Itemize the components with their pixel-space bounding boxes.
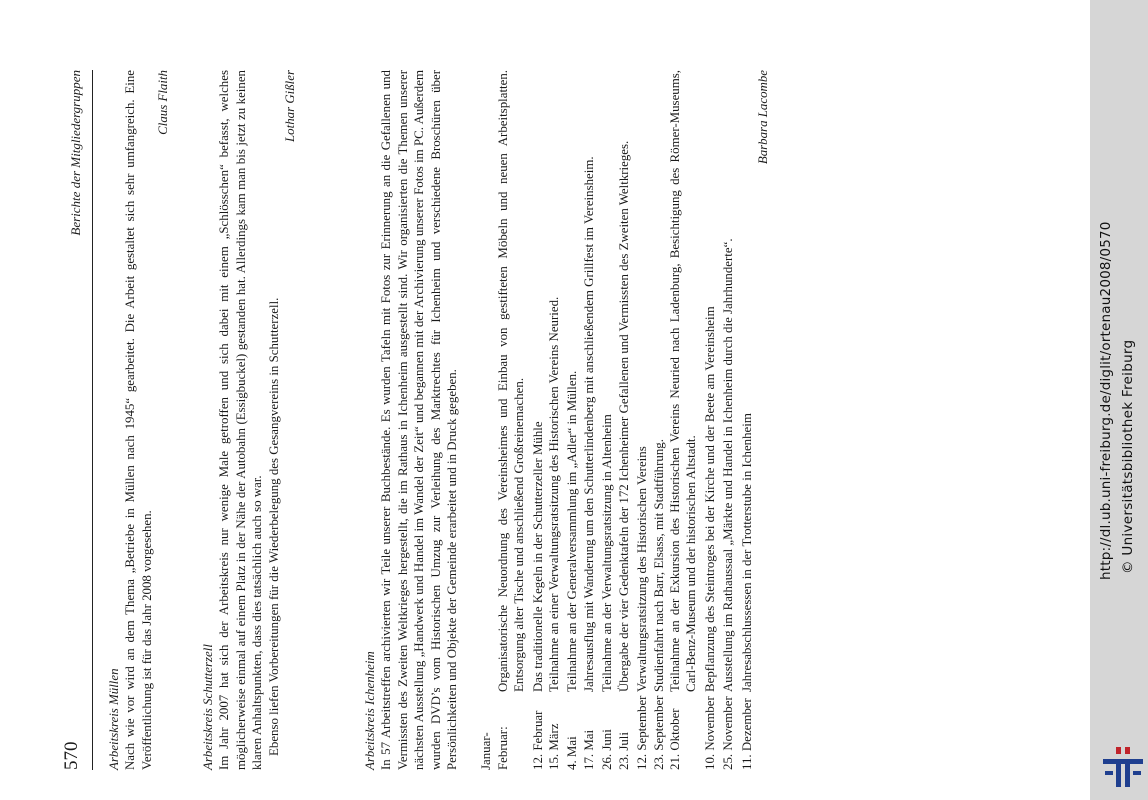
- event-row: [616, 70, 632, 770]
- source-url-link[interactable]: http://dl.ub.uni-freiburg.de/diglit/ortenau2008/0570: [1098, 221, 1114, 580]
- section-body: In 57 Arbeitstreffen archivierten wir Teile unserer Buchbestände. Es wurden Tafeln mit Fotos zur Erinnerung an die Gefallenen und Vermissten des Zweiten Weltkrieges hergestellt, die im Rathaus in Ichenheim ausgestellt sind. Wir organisierten die Themen unserer nächsten Ausstellung „Handwerk und Handel im Wandel der Zeit“ und begannen mit der Archivierung unserer Fotos im PC. Außerdem wurden DVD’s vom Historischen Umzug zur Verleihung des Marktrechtes für Ichenheim und verschiedene Broschüren über Persönlichkeiten und Objekte der Gemeinde erarbeitet und in Druck gegeben.: [379, 70, 460, 770]
- event-date: 21. Oktober: [667, 708, 682, 770]
- event-row: [562, 70, 580, 770]
- author: Barbara Lacombe: [755, 70, 770, 165]
- event-date: 12. Februar: [530, 710, 545, 770]
- rotated-page-content: [0, 50, 1090, 770]
- event-date: 23. September: [651, 695, 666, 770]
- author: Claus Flaith: [156, 70, 171, 135]
- event-row: [667, 70, 700, 770]
- event-row: [718, 70, 736, 770]
- section-body-2: Ebenso liefen Vorbereitungen für die Wiederbelegung des Gesangvereins in Schutterzell.: [266, 297, 281, 756]
- event-text: Jahresabschlussessen in der Trotterstube in Ichenheim: [739, 413, 754, 692]
- event-row: [581, 70, 597, 770]
- library-sidebar: [1090, 0, 1148, 800]
- event-date: 25. November: [721, 696, 736, 770]
- section-ichenheim: [362, 70, 771, 770]
- event-row: [651, 70, 667, 770]
- section-schutterzell: [200, 70, 298, 770]
- event-date: 17. Mai: [581, 729, 596, 770]
- author: Lothar Gißler: [283, 70, 298, 142]
- event-row: [478, 70, 494, 770]
- page-number: 570: [61, 741, 82, 770]
- event-date: 4. Mai: [565, 736, 580, 770]
- event-text: Teilnahme an der Exkursion des Historischen Vereins Neuried nach Ladenburg, Besichtigung des Römer-Museums, Carl-Benz-Museum und der historischen Altstadt.: [667, 70, 699, 692]
- event-date: 12. September: [635, 695, 650, 770]
- event-row: [737, 70, 755, 770]
- page-header: [61, 70, 93, 770]
- copyright-notice: © Universitätsbibliothek Freiburg: [1120, 339, 1136, 574]
- sidebar-rotated-text: [1090, 0, 1148, 800]
- event-text: Teilnahme an der Generalversammlung im „Adler“ in Müllen.: [565, 370, 580, 692]
- event-text: Teilnahme an der Verwaltungsratsitzung in Altenheim: [600, 414, 615, 692]
- event-row: [528, 70, 546, 770]
- event-row: [597, 70, 615, 770]
- event-date: Februar:: [495, 726, 510, 770]
- event-row: [700, 70, 718, 770]
- event-date: Januar-: [479, 732, 494, 770]
- event-text: [478, 70, 494, 692]
- section-title: Arbeitskreis Ichenheim: [363, 651, 377, 770]
- event-text: Übergabe der vier Gedenktafeln der 172 Ichenheimer Gefallenen und Vermissten des Zweiten Weltkrieges.: [616, 140, 631, 692]
- event-text: Teilnahme an einer Verwaltungsratsitzung des Historischen Vereins Neuried.: [547, 296, 562, 692]
- section-body: Im Jahr 2007 hat sich der Arbeitskreis nur wenige Male getroffen und sich dabei mit einem „Schlösschen“ befasst, welches möglicherweise einmal auf einem Platz in der Nähe der Autobahn (Essigbuckel) gestanden hat. Allerdings kam man bis jetzt zu keinen klaren Anhaltspunkten, dass dies tatsächlich auch so war.: [217, 70, 265, 770]
- event-text: Das traditionelle Kegeln in der Schutterzeller Mühle: [530, 421, 545, 692]
- event-text: Jahresausflug mit Wanderung um den Schutterlindenberg mit anschließendem Grillfest im Vereinsheim.: [581, 156, 596, 692]
- event-text: Bepflanzung des Steintroges bei der Kirche und der Beete am Vereinsheim: [702, 306, 717, 692]
- section-title: Arbeitskreis Schutterzell: [201, 644, 215, 770]
- event-date: 26. Juni: [600, 729, 615, 770]
- section-muellen: [106, 70, 172, 770]
- event-text: Studienfahrt nach Barr, Elsass, mit Stadtführung.: [651, 439, 666, 692]
- event-row: [546, 70, 562, 770]
- event-date: 23. Juli: [616, 732, 631, 770]
- event-text: Ausstellung im Rathaussaal „Märkte und Handel in Ichenheim durch die Jahrhunderte“.: [721, 238, 736, 692]
- events-table: [478, 70, 755, 770]
- event-text: Verwaltungsratsitzung des Historischen Vereins: [635, 446, 650, 692]
- event-date: 11. Dezember: [739, 698, 754, 770]
- running-title: Berichte der Mitgliedergruppen: [68, 70, 83, 236]
- event-date: 15. März: [547, 723, 562, 770]
- event-text: Organisatorische Neuordnung des Vereinsheimes und Einbau von gestifteten Möbeln und neuen Arbeitsplatten. Entsorgung alter Tische und anschließend Großreinemachen.: [495, 70, 527, 692]
- event-row: [632, 70, 650, 770]
- event-row: [495, 70, 528, 770]
- section-title: Arbeitskreis Müllen: [107, 668, 121, 770]
- library-logo-icon: [1103, 745, 1143, 790]
- event-date: 10. November: [702, 696, 717, 770]
- section-body: Nach wie vor wird an dem Thema „Betriebe in Müllen nach 1945“ gearbeitet. Die Arbeit gestaltet sich sehr umfangreich. Eine Veröffentlichung ist für das Jahr 2008 vorgesehen.: [123, 70, 154, 770]
